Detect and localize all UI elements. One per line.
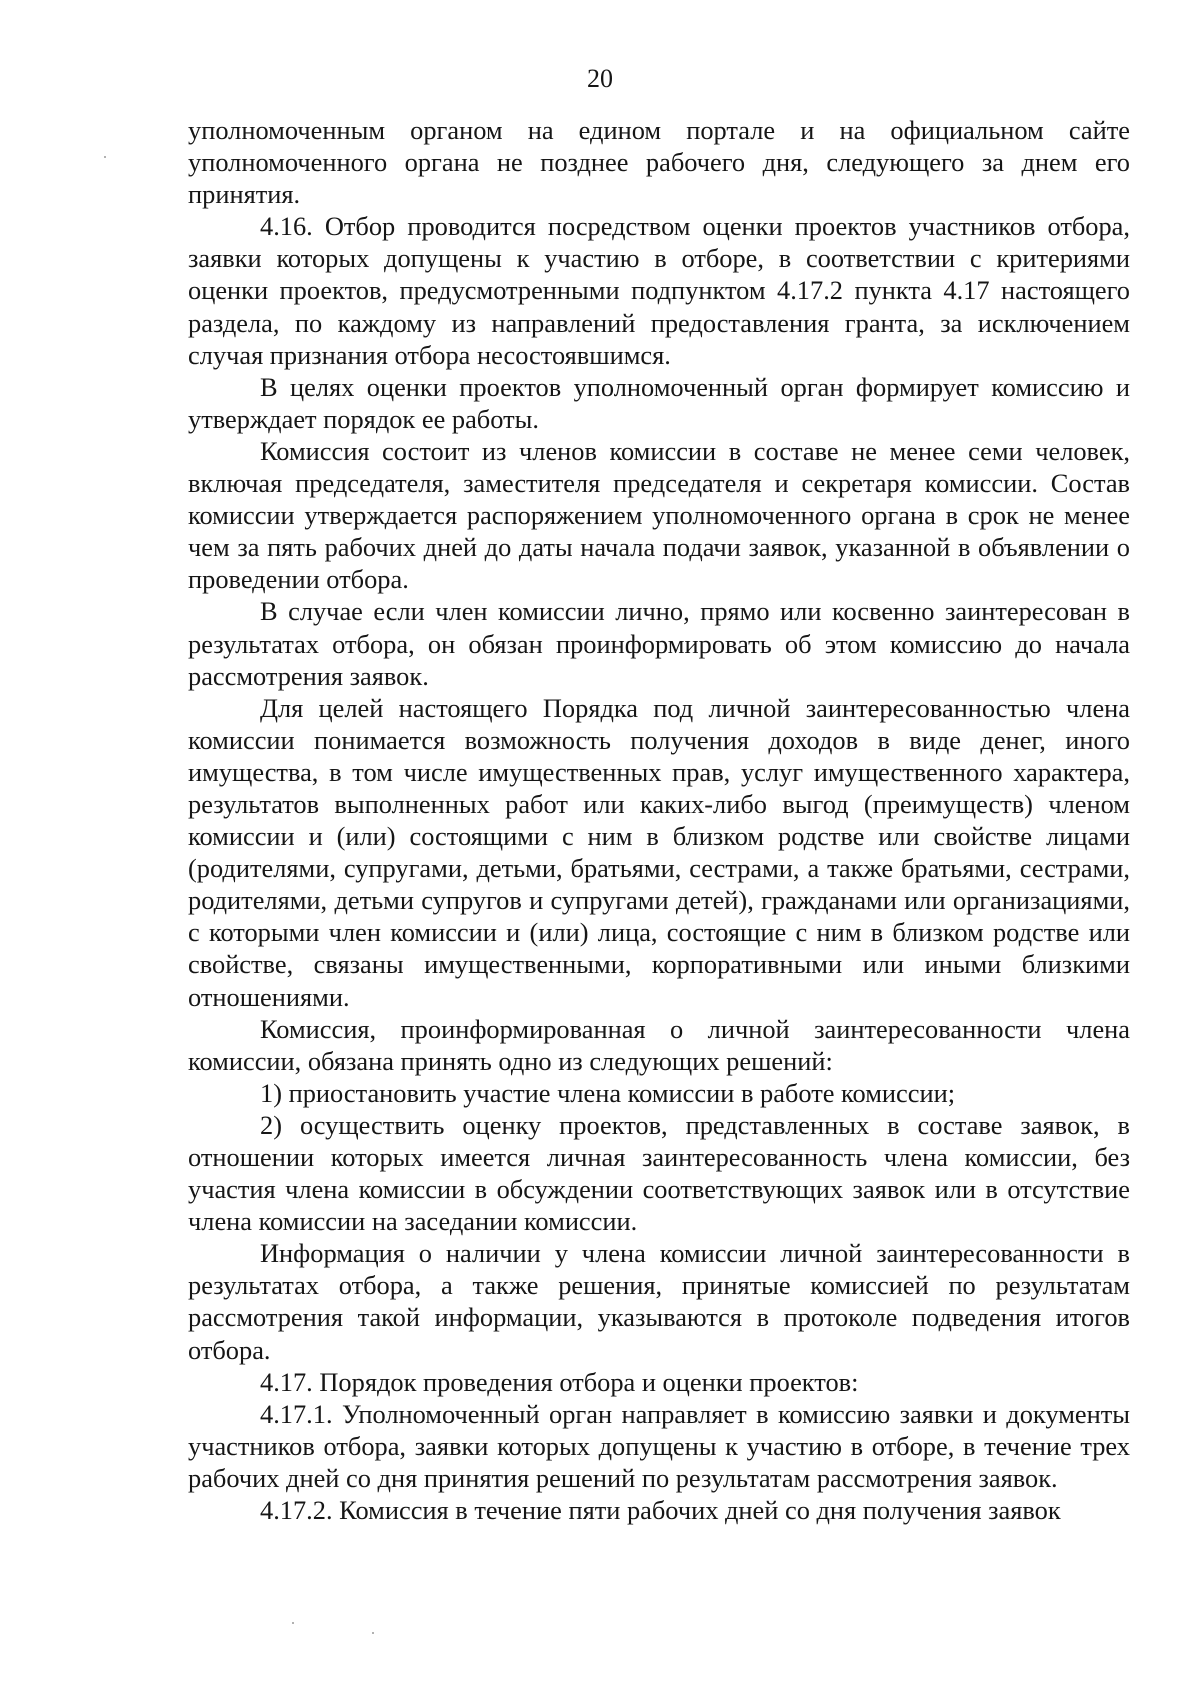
paragraph-commission-composition: Комиссия состоит из членов комиссии в составе не менее семи человек, включая председателя, заместителя председателя и секретаря комиссии. Состав комиссии утверждается распоряжением уполномоченного органа в срок не менее чем за пять рабочих дней до даты начала подачи заявок, указанной в объявлении о проведении отбора. xyxy=(188,435,1130,595)
paragraph-4-16: 4.16. Отбор проводится посредством оценки проектов участников отбора, заявки которых допущены к участию в отборе, в соответствии с критериями оценки проектов, предусмотренными подпунктом 4.17.2 пункта 4.17 настоящего раздела, по каждому из направлений предоставления гранта, за исключением случая признания отбора несостоявшимся. xyxy=(188,211,1130,370)
paragraph-protocol-information: Информация о наличии у члена комиссии личной заинтересованности в результатах отбора, а также решения, принятые комиссией по результатам рассмотрения такой информации, указываются в протоколе подведения итогов отбора. xyxy=(188,1238,1130,1365)
list-item-2: 2) осуществить оценку проектов, представленных в составе заявок, в отношении которых имеется личная заинтересованность члена комиссии, без участия члена комиссии в обсуждении соответствующих заявок или в отсутствие члена комиссии на заседании комиссии. xyxy=(188,1109,1130,1237)
scan-speck xyxy=(292,1622,294,1624)
page-number: 20 xyxy=(587,64,613,93)
scan-speck xyxy=(104,156,106,158)
paragraph-4-17: 4.17. Порядок проведения отбора и оценки проектов: xyxy=(260,1366,859,1397)
document-body xyxy=(188,114,1130,1526)
paragraph-commission-decisions: Комиссия, проинформированная о личной заинтересованности члена комиссии, обязана принять одно из следующих решений: xyxy=(188,1013,1130,1076)
paragraph-conflict-of-interest: В случае если член комиссии лично, прямо или косвенно заинтересован в результатах отбора, он обязан проинформировать об этом комиссию до начала рассмотрения заявок. xyxy=(188,596,1130,691)
paragraph-commission-formation: В целях оценки проектов уполномоченный орган формирует комиссию и утверждает порядок ее работы. xyxy=(188,371,1130,434)
paragraph-personal-interest-definition: Для целей настоящего Порядка под личной заинтересованностью члена комиссии понимается возможность получения доходов в виде денег, иного имущества, в том числе имущественных прав, услуг имущественного характера, результатов выполненных работ или каких-либо выгод (преимуществ) членом комиссии и (или) состоящими с ним в близком родстве или свойстве лицами (родителями, супругами, детьми, братьями, сестрами, а также братьями, сестрами, родителями, детьми супругов и супругами детей), гражданами или организациями, с которыми член комиссии и (или) лица, состоящие с ним в близком родстве или свойстве, связаны имущественными, корпоративными или иными близкими отношениями. xyxy=(188,692,1130,1012)
paragraph-continuation: уполномоченным органом на едином портале и на официальном сайте уполномоченного органа не позднее рабочего дня, следующего за днем его принятия. xyxy=(188,115,1130,210)
list-item-1: 1) приостановить участие члена комиссии в работе комиссии; xyxy=(260,1077,956,1108)
paragraph-4-17-1: 4.17.1. Уполномоченный орган направляет в комиссию заявки и документы участников отбора, заявки которых допущены к участию в отборе, в течение трех рабочих дней со дня принятия решений по результатам рассмотрения заявок. xyxy=(188,1398,1130,1493)
paragraph-4-17-2: 4.17.2. Комиссия в течение пяти рабочих дней со дня получения заявок xyxy=(260,1495,1061,1526)
scan-speck xyxy=(372,1632,374,1634)
